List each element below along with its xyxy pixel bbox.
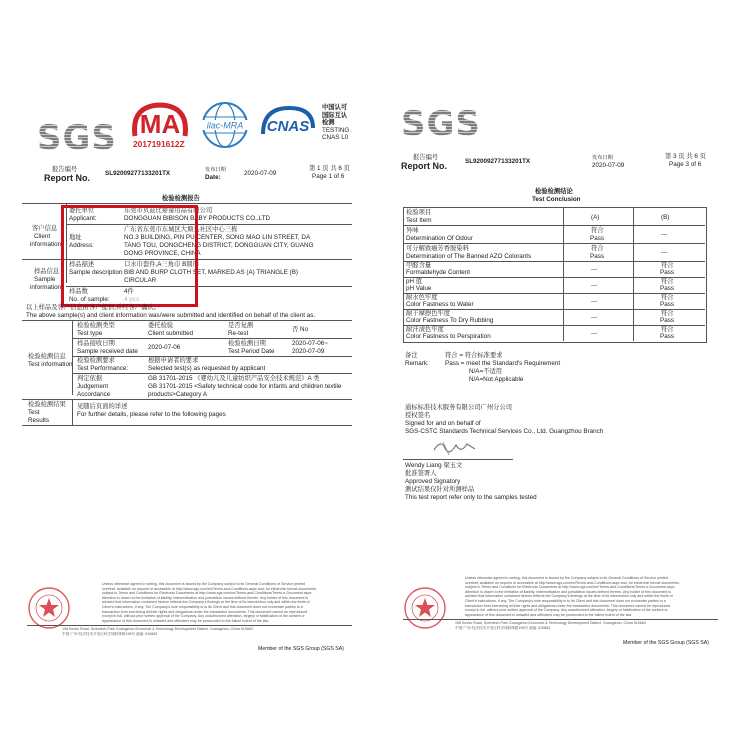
cnas-caption	[322, 104, 349, 142]
date-value: 2020-07-09	[244, 170, 277, 177]
retest-value: 否 No	[292, 326, 309, 333]
remark-line: Pass = meet the Standard's Requirement	[445, 360, 561, 367]
divider	[72, 320, 73, 395]
footer-address	[62, 627, 253, 636]
divider	[72, 338, 352, 339]
cma-mark-icon	[125, 100, 195, 140]
footer-line: advised that information contained hereon reflects the Company's findings at the time of its intervention only and within the limits of	[102, 600, 310, 605]
desc-value-cn: 口水巾套件,A三角巾 B圆形	[124, 261, 199, 268]
member-note: Member of the SGS Group (SGS SA)	[623, 640, 709, 646]
applicant-label: Applicant:	[69, 215, 97, 222]
desc-cn: 样品描述	[69, 261, 95, 268]
row-a: ---	[591, 266, 598, 273]
date-cn: 发布日期	[592, 155, 613, 161]
desc-value: CIRCULAR	[124, 277, 157, 284]
report-title: 检验检测报告	[162, 195, 200, 202]
row-a: ---	[591, 298, 598, 305]
row-item-cn: 可分解致癌芳香胺染料	[406, 245, 469, 252]
svg-text:CNAS: CNAS	[266, 118, 310, 135]
footer-line: Attention is drawn to the limitation of liability, indemnification and jurisdiction issues defined therein. Any holder of this document is	[102, 595, 309, 600]
row-b-cn: 符合	[661, 294, 674, 301]
client-label: information	[30, 241, 62, 248]
period-value: 2020-07-06~	[292, 340, 328, 347]
remark-line: N/A=Not Applicable	[469, 376, 524, 383]
address-line: DONG PROVINCE, CHINA	[124, 250, 201, 257]
seal-icon	[403, 586, 447, 630]
type-value: Client submitted	[148, 330, 194, 337]
report-no-label: Report No.	[401, 161, 447, 171]
row-b-cn: 符合	[661, 278, 674, 285]
ilac-mra-logo	[199, 100, 251, 150]
page-cn: 第 1 页 共 6 页	[309, 165, 350, 172]
cnas-caption-line: CNAS L0	[322, 134, 349, 142]
row-item-cn: 甲醛含量	[406, 262, 432, 269]
signatory-name: Wendy Liang 梁玉文	[405, 462, 463, 469]
approved-cn: 批准签署人	[405, 470, 437, 477]
footer-line: Client's instructions, if any. The Company's sole responsibility is to its Client and this document does not exonerate parties to a	[465, 598, 666, 603]
signed-for: Signed for and on behalf of	[405, 420, 481, 427]
footer-line: except in full, without prior written approval of the Company. Any unauthorized alteration, forgery or falsification of the content or	[102, 614, 305, 619]
cnas-caption-line: 检测	[322, 119, 335, 127]
footer-line: overleaf, available on request or accessible at http://www.sgs.com/en/Terms-and-Conditions.aspx and, for electronic format documents,	[102, 586, 317, 591]
results-label: Results	[28, 417, 49, 424]
seal-icon	[27, 586, 71, 630]
row-b-cn: 符合	[661, 310, 674, 317]
address-value-cn: 广东省东莞市东城区大塘头社区中心三栋	[124, 226, 238, 233]
address-cn: 地址	[69, 234, 82, 241]
row-b: ---	[661, 231, 668, 238]
footer-line: transaction from exercising all their rights and obligations under the transaction documents. This document cannot be reproduced	[102, 609, 308, 614]
header-test-item-cn: 检验项目	[406, 209, 432, 216]
header-a: (A)	[591, 214, 600, 221]
cnas-caption-line: 国际互认	[322, 111, 348, 119]
cma-logo	[125, 100, 195, 152]
performance-label: Test Performance:	[77, 365, 129, 372]
sample-note-cn: 以上样品及客户信息由客户提供,并经客户确认。	[26, 304, 160, 311]
approved: Approved Signatory	[405, 478, 461, 485]
sample-label-cn: 样品信息	[34, 268, 60, 275]
num-cn: 样品数	[69, 288, 88, 295]
date-value: 2020-07-09	[592, 162, 625, 169]
sample-label: Sample	[34, 276, 56, 283]
report-no-cn: 报告编号	[413, 154, 439, 161]
sgs-seal	[27, 586, 71, 630]
type-value-cn: 委托检验	[148, 322, 174, 329]
divider	[403, 325, 705, 326]
num-value-cn: 4件	[124, 288, 134, 295]
applicant-value-cn: 东莞市贝兹比婴童用品有限公司	[124, 207, 213, 214]
report-no: SL92009277133201TX	[105, 170, 171, 177]
period-label: Test Period Date	[228, 348, 275, 355]
row-item: Determination Of Odour	[406, 235, 473, 242]
row-a-cn: 符合	[591, 245, 604, 252]
judgement-value: products>Category A	[148, 391, 207, 398]
received-value: 2020-07-06	[148, 344, 181, 351]
divider	[22, 425, 352, 426]
divider	[403, 277, 705, 278]
divider	[403, 261, 705, 262]
page-number: Page 3 of 6	[669, 161, 702, 168]
row-item: Color Fastness To Dry Rubbing	[406, 317, 494, 324]
report-no-label: Report No.	[44, 173, 90, 183]
row-a: Pass	[590, 235, 604, 242]
client-label-cn: 客户信息	[32, 225, 58, 232]
row-a: ---	[591, 282, 598, 289]
divider	[633, 207, 634, 341]
judgement-label: Accordance	[77, 391, 111, 398]
retest-label: Re-test	[228, 330, 249, 337]
footer-line: subject to Terms and Conditions for Electronic Documents at http://www.sgs.com/en/Terms-and-Conditions/Terms-e-Document.aspx.	[102, 591, 313, 596]
only: This test report refer only to the samples tested	[405, 494, 537, 501]
received-cn: 样品接收日期	[77, 340, 115, 347]
test-label: Test information	[28, 361, 73, 368]
footer-address-line: 中国·广州·经济技术开发区科学城科珠路198号 邮编: 510663	[62, 631, 158, 636]
period-value: 2020-07-09	[292, 348, 325, 355]
row-item: Formaldehyde Content	[406, 269, 471, 276]
row-item-cn: 异味	[406, 227, 419, 234]
divider	[72, 399, 73, 425]
desc-value: BIB AND BURP CLOTH SET, MARKED AS (A) TRIANGLE (B)	[124, 269, 299, 276]
conclusion-title-cn: 检验检测结论	[535, 188, 573, 195]
cnas-caption-line: 中国认可	[322, 104, 348, 111]
results-value-cn: 见随后页面的详述	[77, 403, 128, 410]
num-label: No. of sample:	[69, 296, 110, 303]
row-b-cn: 符合	[661, 326, 674, 333]
sample-label: information	[30, 284, 62, 291]
row-item-cn: 耐水色牢度	[406, 294, 438, 301]
row-b: Pass	[660, 317, 674, 324]
row-b: Pass	[660, 285, 674, 292]
row-b: Pass	[660, 333, 674, 340]
divider	[27, 625, 352, 626]
svg-text:MA: MA	[139, 109, 181, 139]
report-no-cn: 报告编号	[52, 166, 78, 173]
row-a-cn: 符合	[591, 227, 604, 234]
footer-terms	[102, 582, 317, 623]
remark-label-cn: 备注	[405, 352, 418, 359]
row-item-cn: 耐汗渍色牢度	[406, 326, 444, 333]
row-item-cn: 耐干摩擦色牢度	[406, 310, 451, 317]
divider	[403, 243, 705, 244]
footer-line: Unless otherwise agreed in writing, this document is issued by the Company subject to its General Conditions of Service printed	[465, 576, 668, 580]
header-b: (B)	[661, 214, 670, 221]
cnas-mark-icon	[257, 104, 317, 144]
address-label: Address:	[69, 242, 94, 249]
signed-for-cn: 授权签名	[405, 412, 431, 419]
row-item: Color Fastness to Water	[406, 301, 474, 308]
sgs-logo: SGS	[401, 104, 481, 144]
address-line: NO.3 BUILDING, PIN PU CENTER, SONG MAO LIN STREET, DA	[124, 234, 311, 241]
page-cn: 第 3 页 共 6 页	[665, 153, 706, 160]
judgement-cn: 判定依据	[77, 375, 103, 382]
results-label-cn: 检验检测结果	[28, 401, 66, 408]
footer-address-line: 198 Kezhu Road, Scientech Park Guangzhou Economic & Technology Development District, Guangzhou, China 510663	[455, 621, 646, 625]
footer-line: Unless otherwise agreed in writing, this document is issued by the Company subject to its General Conditions of Service printed	[102, 582, 305, 586]
highlight-box	[61, 205, 198, 307]
row-a: ---	[591, 330, 598, 337]
performance-cn: 检验检测要求	[77, 357, 115, 364]
row-a: ---	[591, 314, 598, 321]
row-item: pH Value	[406, 285, 432, 292]
footer-line: overleaf, available on request or accessible at http://www.sgs.com/en/Terms-and-Conditions.aspx and, for electronic format documents,	[465, 580, 680, 585]
sample-note: The above sample(s) and client information was/were submitted and identified on behalf of the client as.	[26, 312, 316, 319]
footer-line: appearance of this document is unlawful and offenders may be prosecuted to the fullest extent of the law.	[465, 612, 632, 617]
conclusion-title: Test Conclusion	[532, 196, 581, 203]
remark-label: Remark:	[405, 360, 429, 367]
footer-line: Attention is drawn to the limitation of liability, indemnification and jurisdiction issues defined therein. Any holder of this document is	[465, 589, 672, 594]
results-value: For further details, please refer to the following pages	[77, 411, 226, 418]
row-a: Pass	[590, 253, 604, 260]
desc-label: Sample description	[69, 269, 123, 276]
sgs-seal	[403, 586, 447, 630]
footer-line: transaction from exercising all their rights and obligations under the transaction documents. This document cannot be reproduced	[465, 603, 671, 608]
received-label: Sample received date	[77, 348, 138, 355]
report-page-3	[395, 90, 725, 685]
row-b: Pass	[660, 269, 674, 276]
footer-line: advised that information contained hereon reflects the Company's findings at the time of its intervention only and within the limits of	[465, 594, 673, 599]
footer-line: Client's instructions, if any. The Company's sole responsibility is to its Client and this document does not exonerate parties to a	[102, 604, 303, 609]
row-b-cn: 符合	[661, 262, 674, 269]
footer-line: subject to Terms and Conditions for Electronic Documents at http://www.sgs.com/en/Terms-and-Conditions/Terms-e-Document.aspx.	[465, 585, 676, 590]
judgement-value: GB 31701-2015 <Safety technical code for infants and children textile	[148, 383, 342, 390]
remark-line: 符合 = 符合标准要求	[445, 352, 503, 359]
member-note: Member of the SGS Group (SGS SA)	[258, 646, 344, 652]
type-cn: 检验检测类型	[77, 322, 115, 329]
divider	[403, 619, 718, 620]
row-item: Determination of The Banned AZO Colorants	[406, 253, 532, 260]
judgement-label: Judgement	[77, 383, 109, 390]
row-item: Color Fastness to Perspiration	[406, 333, 491, 340]
row-b: Pass	[660, 301, 674, 308]
row-item-cn: pH 值	[406, 278, 423, 285]
divider	[403, 459, 513, 460]
footer-terms	[465, 576, 680, 617]
globe-icon	[199, 100, 251, 150]
retest-cn: 是否复测	[228, 322, 254, 329]
cnas-caption-line: TESTING	[322, 126, 350, 134]
date-cn: 发布日期	[205, 167, 226, 173]
address-line: TANG TOU, DONGCHENG DISTRICT, DONGGUAN CITY, GUANG	[124, 242, 314, 249]
report-page-1	[22, 90, 357, 685]
cnas-logo	[257, 104, 317, 144]
num-value: 4 pcs	[124, 296, 140, 303]
row-b: ---	[661, 249, 668, 256]
signed-org-cn: 通标标准技术服务有限公司广州分公司	[405, 404, 513, 411]
divider	[563, 207, 564, 341]
test-label-cn: 检验检测信息	[28, 353, 66, 360]
footer-address	[455, 621, 646, 630]
divider	[72, 373, 352, 374]
header-test-item: Test Item	[406, 217, 432, 224]
signature-icon	[431, 436, 481, 458]
remark-line: N/A=不适用	[469, 368, 503, 375]
date-label: Date:	[205, 174, 221, 181]
results-label: Test	[28, 409, 40, 416]
page-number: Page 1 of 6	[312, 173, 345, 180]
only-cn: 测试结果仅针对所测样品	[405, 486, 475, 493]
footer-address-line: 中国·广州·经济技术开发区科学城科珠路198号 邮编: 510663	[455, 625, 551, 630]
client-label: Client	[34, 233, 51, 240]
report-no: SL92009277133201TX	[465, 158, 531, 165]
divider	[403, 293, 705, 294]
performance-value: Selected test(s) as requested by applicant	[148, 365, 266, 372]
sgs-logo: SGS	[37, 118, 117, 158]
signed-org: SGS-CSTC Standards Technical Services Co., Ltd. Guangzhou Branch	[405, 428, 604, 435]
performance-value-cn: 根据申请者的要求	[148, 357, 199, 364]
svg-text:ilac-MRA: ilac-MRA	[206, 120, 244, 131]
applicant-value: DONGGUAN BIBISON BABY PRODUCTS CO.,LTD	[124, 215, 271, 222]
judgement-value-cn: GB 31701-2015 《婴幼儿及儿童纺织产品安全技术规范》A 类	[148, 375, 320, 382]
footer-line: except in full, without prior written approval of the Company. Any unauthorized alteration, forgery or falsification of the content or	[465, 608, 668, 613]
period-cn: 检验检测日期	[228, 340, 266, 347]
divider	[403, 225, 705, 226]
footer-line: appearance of this document is unlawful and offenders may be prosecuted to the fullest extent of the law.	[102, 618, 269, 623]
footer-address-line: 198 Kezhu Road, Scientech Park Guangzhou Economic & Technology Development District, Guangzhou, China 510663	[62, 627, 253, 631]
applicant-cn: 委托单位	[69, 207, 95, 214]
cma-number: 2017191612Z	[133, 139, 185, 149]
divider	[22, 203, 352, 204]
type-label: Test type	[77, 330, 103, 337]
